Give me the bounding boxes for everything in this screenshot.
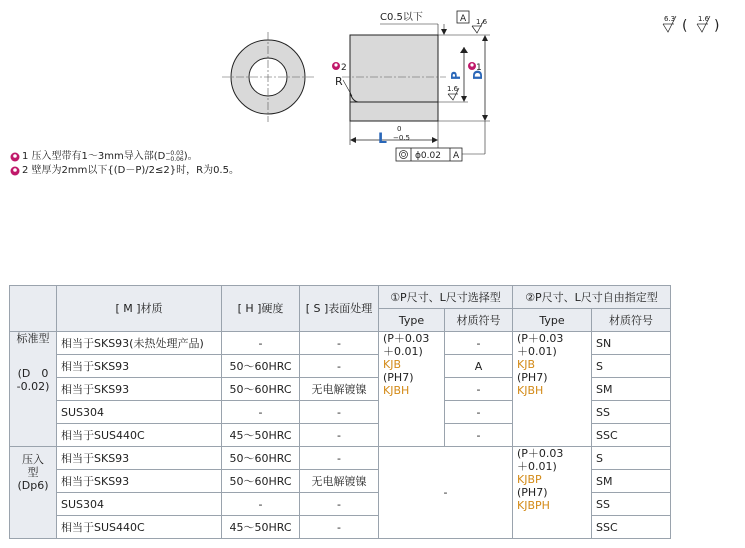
cell-hardness: 50～60HRC — [222, 355, 300, 378]
cell-type-select-press: - — [379, 447, 513, 539]
note-1-tolerance: −0.03 −0.06 — [165, 150, 184, 163]
cell-hardness: - — [222, 401, 300, 424]
group-press: 压入 型 (Dp6) — [10, 447, 57, 539]
note-1-text: 1 压入型带有1～3mm导入部(D — [22, 151, 166, 162]
cell-type-free: (P＋0.03 ＋0.01) KJB (PH7) KJBH — [513, 332, 592, 447]
cell-code-free: SSC — [592, 516, 671, 539]
cell-code-select: A — [445, 355, 513, 378]
cell-surface: 无电解镀镍 — [300, 378, 379, 401]
cell-surface: - — [300, 424, 379, 447]
cell-hardness: 50～60HRC — [222, 447, 300, 470]
note-2 — [10, 164, 239, 178]
header-select-type: ①P尺寸、L尺寸选择型 — [379, 286, 513, 309]
note-marker-number: 2 — [341, 63, 347, 73]
note-1-end: )。 — [183, 151, 198, 162]
note-marker-icon — [332, 62, 340, 70]
cell-surface: - — [300, 447, 379, 470]
table-row — [10, 332, 671, 355]
cell-material: SUS304 — [57, 401, 222, 424]
cell-material: 相当于SUS440C — [57, 424, 222, 447]
cell-hardness: - — [222, 332, 300, 355]
cell-code-select: - — [445, 378, 513, 401]
spec-table — [9, 285, 671, 539]
notes — [10, 150, 239, 178]
cell-material: 相当于SKS93 — [57, 470, 222, 493]
note-marker-icon — [468, 62, 476, 70]
cell-surface: - — [300, 332, 379, 355]
header-group — [10, 286, 57, 332]
cell-hardness: 45～50HRC — [222, 424, 300, 447]
concentricity-value: ϕ0.02 — [415, 151, 441, 161]
note-2-text: 2 壁厚为2mm以下{(D－P)/2≤2}时，R为0.5。 — [22, 165, 239, 176]
cell-material: 相当于SKS93 — [57, 447, 222, 470]
cell-surface: - — [300, 493, 379, 516]
cell-code-free: SS — [592, 493, 671, 516]
finish-paren-close: ) — [714, 18, 720, 34]
cell-hardness: 45～50HRC — [222, 516, 300, 539]
cell-surface: - — [300, 355, 379, 378]
finish-inner-value: 1.6 — [698, 15, 710, 23]
cell-material: SUS304 — [57, 493, 222, 516]
cell-hardness: 50～60HRC — [222, 470, 300, 493]
cell-code-free: SM — [592, 378, 671, 401]
header-hardness: [ H ]硬度 — [222, 286, 300, 332]
header-code: 材质符号 — [592, 309, 671, 332]
chamfer-note: C0.5以下 — [380, 12, 423, 23]
cell-surface: - — [300, 516, 379, 539]
cell-code-free: SM — [592, 470, 671, 493]
cell-hardness: - — [222, 493, 300, 516]
surface-value-top: 1.6 — [476, 18, 488, 26]
header-free-type: ②P尺寸、L尺寸自由指定型 — [513, 286, 671, 309]
note-1 — [10, 150, 239, 164]
note-marker-number: 1 — [476, 63, 482, 73]
label-l: L — [378, 131, 387, 147]
finish-outer-value: 6.3 — [664, 15, 676, 23]
note-marker-icon — [10, 166, 20, 176]
label-d: D — [471, 70, 485, 80]
technical-drawing — [0, 0, 745, 170]
note-marker-icon — [10, 152, 20, 162]
group-standard: 标准型 (D 0 -0.02) — [10, 332, 57, 447]
cell-code-free: S — [592, 355, 671, 378]
header-type: Type — [513, 309, 592, 332]
header-surface: [ S ]表面处理 — [300, 286, 379, 332]
cell-code-free: SN — [592, 332, 671, 355]
label-p: P — [449, 71, 463, 80]
cell-surface: 无电解镀镍 — [300, 470, 379, 493]
cell-code-select: - — [445, 332, 513, 355]
cell-code-select: - — [445, 424, 513, 447]
surface-value-inner: 1.6 — [447, 85, 459, 93]
header-type: Type — [379, 309, 445, 332]
concentricity-datum: A — [453, 151, 460, 161]
front-view — [222, 32, 314, 122]
header-material: [ M ]材质 — [57, 286, 222, 332]
datum-letter: A — [460, 14, 467, 24]
cell-type-select: (P＋0.03 ＋0.01) KJB (PH7) KJBH — [379, 332, 445, 447]
cell-material: 相当于SKS93 — [57, 355, 222, 378]
side-view — [342, 24, 490, 158]
tol-l-upper: 0 — [397, 125, 402, 133]
cell-type-free-press: (P＋0.03 ＋0.01) KJBP (PH7) KJBPH — [513, 447, 592, 539]
label-r: R — [335, 75, 343, 88]
cell-code-free: SS — [592, 401, 671, 424]
table-row — [10, 447, 671, 470]
header-code: 材质符号 — [445, 309, 513, 332]
cell-surface: - — [300, 401, 379, 424]
cell-material: 相当于SUS440C — [57, 516, 222, 539]
cell-material: 相当于SKS93 — [57, 378, 222, 401]
cell-material: 相当于SKS93(未热处理产品) — [57, 332, 222, 355]
finish-paren-open: ( — [682, 18, 688, 34]
cell-code-select: - — [445, 401, 513, 424]
cell-code-free: SSC — [592, 424, 671, 447]
tol-l-lower: −0.5 — [393, 134, 410, 142]
cell-code-free: S — [592, 447, 671, 470]
cell-hardness: 50～60HRC — [222, 378, 300, 401]
